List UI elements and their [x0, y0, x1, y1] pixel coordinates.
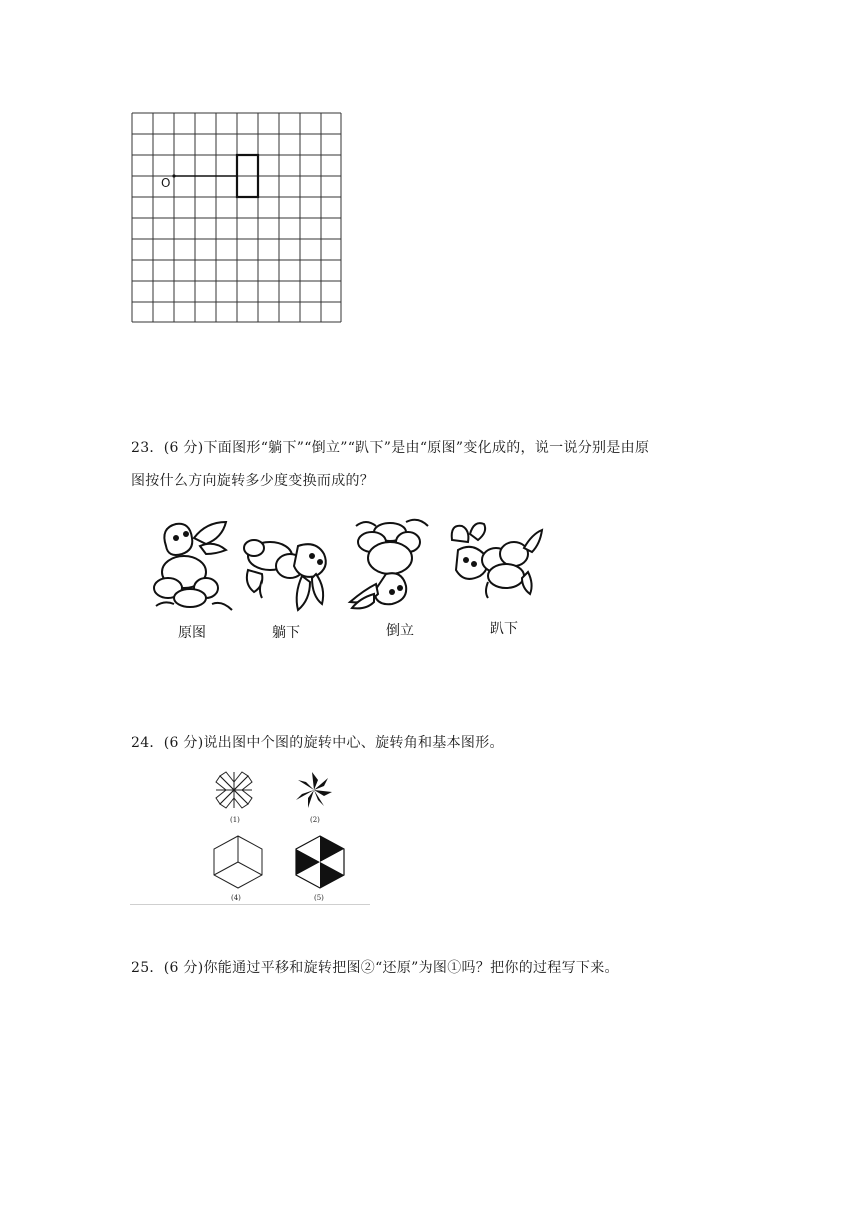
question-23-line2: 图按什么方向旋转多少度变换而成的？	[131, 473, 375, 489]
rabbit-lying-image	[240, 526, 340, 622]
caption-original: 原图	[178, 625, 206, 641]
figure-5-hexagon	[294, 834, 346, 890]
figure-2-label: (2)	[310, 816, 320, 824]
figure-bottom-border	[130, 904, 370, 905]
figure-1-x-shape	[214, 770, 254, 810]
rabbit-original-image	[146, 516, 238, 612]
question-23-line1: 23．(6 分)下面图形“躺下”“倒立”“趴下”是由“原图”变化成的，说一说分别是由原	[131, 440, 650, 456]
rotation-figures	[130, 766, 370, 906]
grid-svg	[131, 112, 343, 324]
figure-2-pinwheel	[294, 770, 334, 810]
figure-4-cube	[212, 834, 264, 890]
grid-lines	[132, 113, 341, 322]
caption-lying: 躺下	[272, 625, 300, 641]
origin-point	[172, 174, 175, 177]
figure-4-label: (4)	[231, 894, 241, 902]
caption-upside-down: 倒立	[386, 623, 414, 639]
grid-figure	[131, 112, 343, 324]
caption-prone: 趴下	[490, 621, 518, 637]
origin-label: O	[161, 176, 171, 190]
question-25-text: 25．(6 分)你能通过平移和旋转把图②“还原”为图①吗？把你的过程写下来。	[131, 960, 619, 976]
question-24-text: 24．(6 分)说出图中个图的旋转中心、旋转角和基本图形。	[131, 735, 504, 751]
rabbit-prone-image	[444, 520, 544, 610]
figure-5-label: (5)	[314, 894, 324, 902]
rabbit-upside-down-image	[346, 514, 436, 614]
figure-1-label: (1)	[230, 816, 240, 824]
